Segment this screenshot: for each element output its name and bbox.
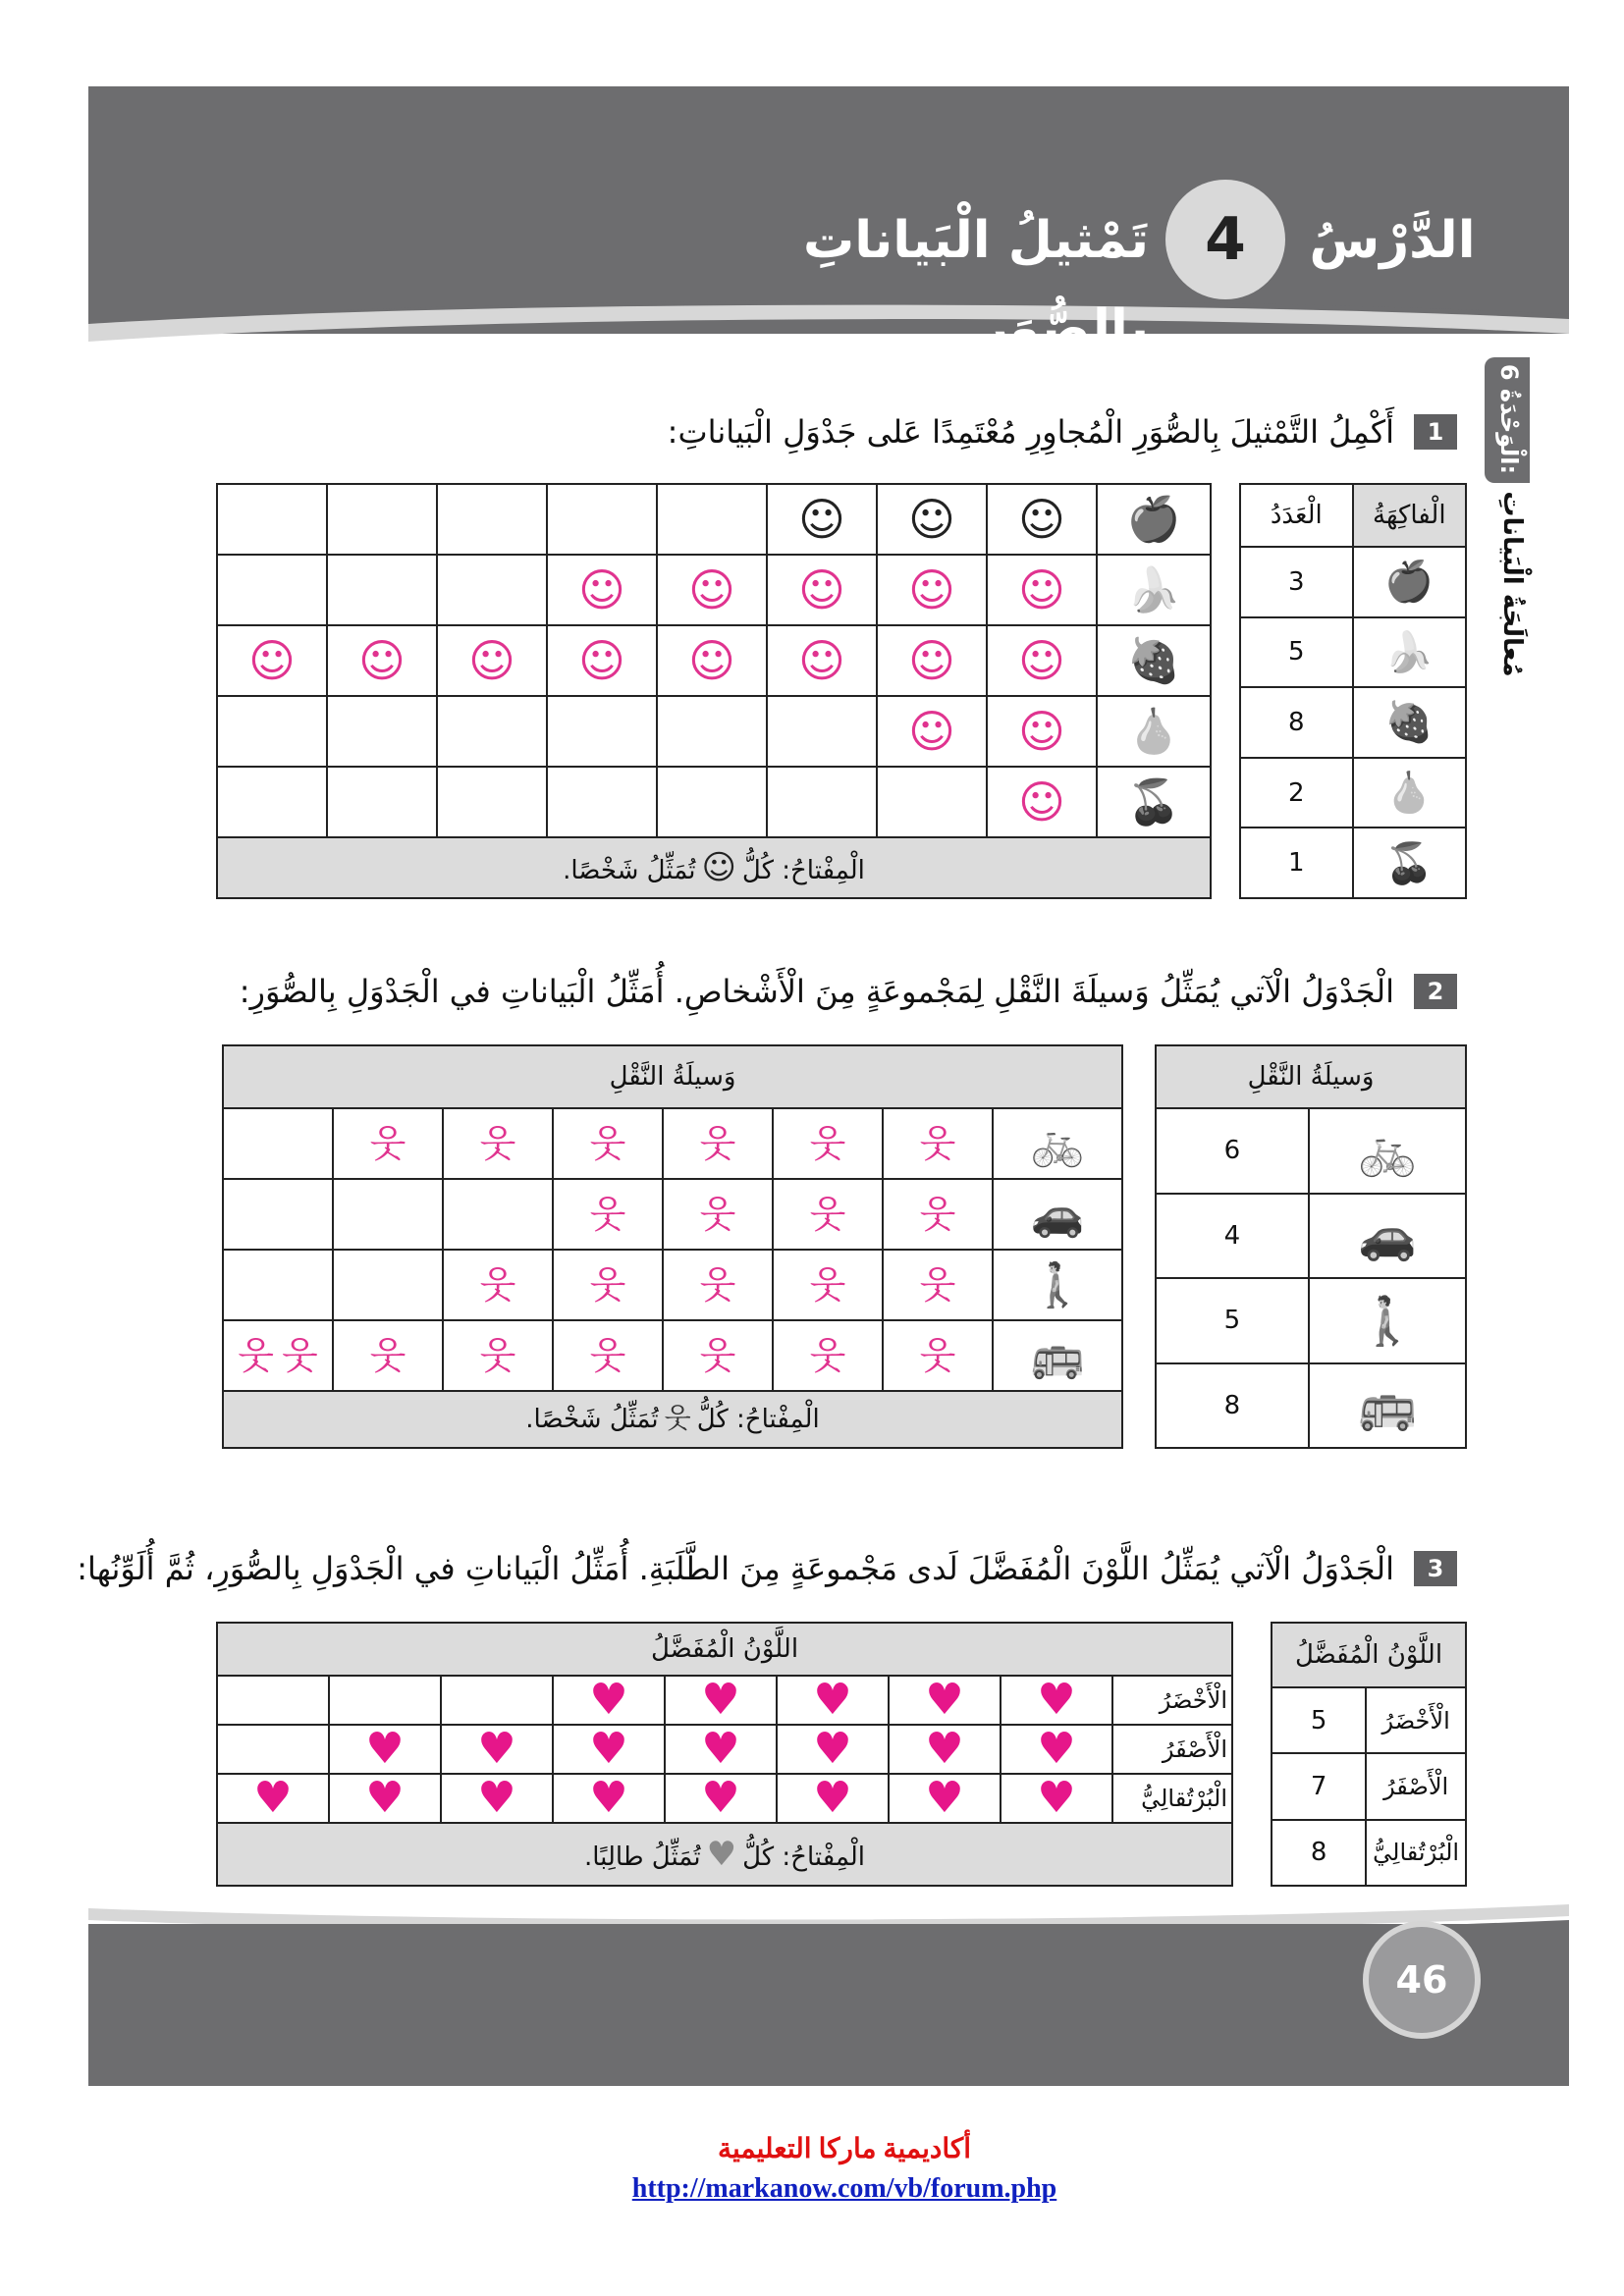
pictograph-row	[217, 484, 1211, 555]
person-icon: 웃	[809, 1122, 846, 1165]
pictograph-key	[223, 1391, 1122, 1448]
pictograph-cell	[889, 1676, 1001, 1725]
apple-icon: 🍎	[1126, 495, 1181, 545]
person-icon: 웃	[589, 1263, 626, 1307]
pictograph-header	[223, 1045, 1122, 1108]
pictograph-cell	[987, 767, 1097, 837]
pictograph-row-icon	[1097, 625, 1211, 696]
pictograph-cell	[223, 1179, 333, 1250]
color-name: الْأَصْفَرُ	[1162, 1735, 1227, 1763]
lesson-number-badge: 4	[1165, 180, 1285, 299]
color-name: الْبُرْتُقالِيُّ	[1373, 1839, 1460, 1867]
transport-data-table	[1155, 1044, 1467, 1449]
pictograph-cell	[443, 1250, 553, 1320]
pictograph-cell	[889, 1774, 1001, 1823]
pictograph-cell	[327, 625, 437, 696]
smiley-icon: ☺	[908, 493, 955, 546]
pictograph-header	[217, 1623, 1232, 1676]
pictograph-cell	[223, 1250, 333, 1320]
bus-icon: 🚌	[1030, 1331, 1085, 1381]
key-text-before: الْمِفْتاحُ: كُلُّ	[696, 1405, 820, 1434]
heart-icon: ♥	[925, 1675, 964, 1725]
pictograph-key-row	[217, 837, 1211, 898]
fruit-count: 1	[1288, 848, 1305, 879]
key-text-before: الْمِفْتاحُ: كُلُّ	[742, 1842, 866, 1872]
pictograph-cell	[777, 1774, 889, 1823]
heart-icon: ♥	[589, 1675, 628, 1725]
apple-icon: 🍎	[1384, 560, 1435, 606]
lesson-label: الدَّرْسُ	[1309, 211, 1476, 270]
color-name: الْأَخْضَرُ	[1159, 1686, 1227, 1714]
person-icon: 웃	[238, 1334, 274, 1377]
person-icon: 웃	[369, 1334, 406, 1377]
pictograph-row-icon	[993, 1179, 1122, 1250]
fruit-pictograph	[216, 483, 1212, 899]
smiley-icon: ☺	[908, 634, 955, 687]
person-icon: 웃	[479, 1122, 516, 1165]
smiley-icon: ☺	[1018, 705, 1065, 758]
table-row	[1156, 1363, 1466, 1449]
pictograph-cell	[883, 1179, 993, 1250]
pictograph-row-icon	[1097, 696, 1211, 767]
pictograph-key	[217, 1823, 1232, 1886]
pictograph-row	[217, 1725, 1232, 1774]
smiley-icon: ☺	[908, 563, 955, 616]
heart-icon: ♥	[477, 1773, 516, 1823]
pictograph-cell	[657, 484, 767, 555]
person-icon: 웃	[479, 1334, 516, 1377]
person-icon: 웃	[699, 1334, 736, 1377]
pear-icon: 🍐	[1384, 771, 1435, 817]
pictograph-cell	[217, 1774, 329, 1823]
person-icon: 웃	[369, 1122, 406, 1165]
pictograph-cell	[1001, 1725, 1112, 1774]
person-icon: 웃	[919, 1122, 956, 1165]
unit-tab-label: الْوَحْدَةُ 6:	[1495, 363, 1523, 475]
pictograph-row	[223, 1320, 1122, 1391]
banana-icon: 🍌	[1384, 629, 1435, 675]
pictograph-cell	[889, 1725, 1001, 1774]
pictograph-cell	[877, 767, 987, 837]
pictograph-row-icon	[993, 1320, 1122, 1391]
pictograph-cell	[553, 1179, 663, 1250]
pictograph-cell	[329, 1676, 441, 1725]
pictograph-cell	[987, 555, 1097, 625]
smiley-icon: ☺	[688, 563, 735, 616]
pictograph-cell	[327, 767, 437, 837]
pictograph-cell	[443, 1320, 553, 1391]
pictograph-cell	[553, 1676, 665, 1725]
pictograph-cell	[773, 1250, 883, 1320]
person-icon: 웃	[589, 1193, 626, 1236]
pictograph-row	[223, 1179, 1122, 1250]
transport-count: 8	[1223, 1390, 1241, 1420]
pictograph-cell	[883, 1108, 993, 1179]
pictograph-cell	[777, 1676, 889, 1725]
heart-icon: ♥	[701, 1675, 740, 1725]
forum-link[interactable]: http://markanow.com/vb/forum.php	[631, 2173, 1057, 2204]
table-row	[1156, 1108, 1466, 1194]
walking-icon: 🚶	[1030, 1260, 1085, 1310]
person-icon: 웃	[699, 1263, 736, 1307]
table-row	[1272, 1687, 1466, 1753]
color-count: 5	[1310, 1705, 1327, 1735]
heart-icon: ♥	[701, 1773, 740, 1823]
person-icon: 웃	[699, 1122, 736, 1165]
pictograph-cell	[553, 1320, 663, 1391]
fruit-count: 5	[1288, 637, 1305, 667]
heart-icon: ♥	[813, 1675, 852, 1725]
fruit-count: 2	[1288, 777, 1305, 808]
smiley-icon: ☺	[248, 634, 296, 687]
pictograph-row-label	[1112, 1725, 1232, 1774]
pictograph-cell	[877, 696, 987, 767]
table-row	[1156, 1278, 1466, 1363]
key-text-after: تُمَثِّلُ شَخْصًا.	[563, 855, 696, 885]
key-line	[218, 1834, 1231, 1874]
pictograph-row	[217, 1676, 1232, 1725]
pictograph-row-label	[1112, 1774, 1232, 1823]
person-icon: 웃	[589, 1122, 626, 1165]
person-icon: 웃	[919, 1193, 956, 1236]
heart-icon: ♥	[365, 1773, 405, 1823]
person-icon: 웃	[479, 1263, 516, 1307]
cherries-icon: 🍒	[1126, 777, 1181, 828]
pictograph-cell	[217, 555, 327, 625]
heart-icon: ♥	[813, 1773, 852, 1823]
pictograph-row	[217, 767, 1211, 837]
pictograph-cell	[441, 1774, 553, 1823]
pictograph-cell	[883, 1250, 993, 1320]
transport-pictograph	[222, 1044, 1123, 1449]
column-header-count: الْعَدَدُ	[1240, 484, 1353, 547]
person-icon: 웃	[699, 1193, 736, 1236]
pictograph-cell	[441, 1676, 553, 1725]
pictograph-cell	[657, 555, 767, 625]
person-icon: 웃	[809, 1193, 846, 1236]
pictograph-cell	[767, 696, 877, 767]
pictograph-key-row	[223, 1391, 1122, 1448]
smiley-icon: ☺	[1018, 775, 1065, 828]
table-row	[1240, 547, 1466, 617]
question-1-number: 1	[1414, 414, 1457, 450]
table-row	[1240, 617, 1466, 688]
transport-count: 6	[1223, 1136, 1241, 1166]
cherries-icon: 🍒	[1384, 840, 1435, 886]
pictograph-cell	[883, 1320, 993, 1391]
pictograph-cell	[877, 625, 987, 696]
page-title: تَمْثيلُ الْبَياناتِ بِالصُّوَرِ	[803, 211, 1149, 358]
pictograph-cell	[217, 696, 327, 767]
bicycle-icon: 🚲	[1358, 1123, 1417, 1179]
heart-icon: ♥	[589, 1724, 628, 1774]
pictograph-cell	[773, 1320, 883, 1391]
pictograph-row	[217, 1774, 1232, 1823]
heart-icon: ♥	[253, 1773, 293, 1823]
smiley-icon: ☺	[798, 493, 845, 546]
pictograph-cell	[1001, 1676, 1112, 1725]
pictograph-cell	[437, 696, 547, 767]
pictograph-cell	[553, 1108, 663, 1179]
pictograph-cell	[217, 484, 327, 555]
smiley-icon: ☺	[578, 563, 625, 616]
smiley-icon: ☺	[468, 634, 515, 687]
fruit-count: 3	[1288, 566, 1305, 597]
column-header-color: اللَّوْنُ الْمُفَضَّلُ	[1272, 1623, 1466, 1687]
person-icon: 웃	[589, 1334, 626, 1377]
pictograph-cell	[329, 1774, 441, 1823]
pictograph-cell	[777, 1725, 889, 1774]
heart-icon: ♥	[1037, 1773, 1076, 1823]
smiley-icon: ☺	[1018, 634, 1065, 687]
pictograph-cell	[665, 1774, 777, 1823]
pictograph-cell	[767, 484, 877, 555]
pictograph-cell	[217, 1725, 329, 1774]
heart-icon: ♥	[813, 1724, 852, 1774]
pictograph-row-icon	[993, 1250, 1122, 1320]
color-name: الْأَخْضَرُ	[1381, 1706, 1450, 1735]
pictograph-row	[217, 625, 1211, 696]
key-text-after: تُمَثِّلُ طالِبًا.	[583, 1842, 701, 1872]
bicycle-icon: 🚲	[1030, 1119, 1085, 1169]
smiley-icon: ☺	[1018, 563, 1065, 616]
pictograph-cell	[767, 625, 877, 696]
heart-icon: ♥	[701, 1724, 740, 1774]
pictograph-cell	[987, 696, 1097, 767]
person-icon: 웃	[809, 1263, 846, 1307]
pictograph-cell	[327, 696, 437, 767]
fruit-data-table	[1239, 483, 1467, 899]
pictograph-row-icon	[1097, 767, 1211, 837]
question-2-number: 2	[1414, 974, 1457, 1009]
question-2-instruction: الْجَدْوَلُ الْآتي يُمَثِّلُ وَسيلَةَ النَّقْلِ لِمَجْموعَةٍ مِنَ الْأَشْخاصِ. أُمَثِّلُ الْبَياناتِ في الْجَدْوَلِ بِالصُّوَرِ:	[239, 973, 1394, 1010]
column-header-fruit: الْفاكِهَةُ	[1353, 484, 1466, 547]
strawberry-icon: 🍓	[1384, 700, 1435, 746]
pictograph-cell	[1001, 1774, 1112, 1823]
pictograph-cell	[877, 555, 987, 625]
pictograph-cell	[443, 1108, 553, 1179]
pictograph-cell	[987, 625, 1097, 696]
smiley-icon: ☺	[358, 634, 406, 687]
key-line	[218, 847, 1210, 887]
pictograph-cell	[437, 484, 547, 555]
pictograph-cell	[547, 625, 657, 696]
smiley-icon: ☺	[798, 634, 845, 687]
heart-icon: ♥	[925, 1724, 964, 1774]
question-1-instruction: أَكْمِلُ التَّمْثيلَ بِالصُّوَرِ الْمُجاوِرِ مُعْتَمِدًا عَلى جَدْوَلِ الْبَياناتِ:	[667, 413, 1394, 451]
page-number: 46	[1363, 1921, 1481, 2039]
smiley-icon: ☺	[798, 563, 845, 616]
pictograph-cell	[333, 1108, 443, 1179]
pictograph-cell	[333, 1320, 443, 1391]
pictograph-cell	[553, 1774, 665, 1823]
pictograph-row	[217, 555, 1211, 625]
pictograph-cell	[767, 555, 877, 625]
pictograph-cell	[217, 767, 327, 837]
transport-count: 5	[1223, 1306, 1241, 1336]
table-row	[1272, 1820, 1466, 1886]
key-text-before: الْمِفْتاحُ: كُلُّ	[741, 855, 865, 885]
pictograph-row	[223, 1250, 1122, 1320]
pictograph-cell	[441, 1725, 553, 1774]
pictograph-cell	[223, 1320, 333, 1391]
person-icon: 웃	[664, 1402, 691, 1434]
bus-icon: 🚌	[1358, 1378, 1417, 1434]
pictograph-key-row	[217, 1823, 1232, 1886]
smiley-icon: ☺	[701, 847, 736, 887]
pictograph-cell	[437, 767, 547, 837]
pictograph-row	[223, 1108, 1122, 1179]
pictograph-cell	[877, 484, 987, 555]
question-3-number: 3	[1414, 1551, 1457, 1586]
pictograph-cell	[217, 625, 327, 696]
pictograph-cell	[333, 1179, 443, 1250]
pictograph-cell	[437, 555, 547, 625]
pictograph-cell	[767, 767, 877, 837]
pictograph-cell	[217, 1676, 329, 1725]
person-icon: 웃	[809, 1334, 846, 1377]
key-line	[224, 1402, 1121, 1434]
heart-icon: ♥	[1037, 1675, 1076, 1725]
pictograph-cell	[437, 625, 547, 696]
table-row	[1240, 828, 1466, 898]
car-icon: 🚗	[1358, 1208, 1417, 1264]
heart-icon: ♥	[925, 1773, 964, 1823]
smiley-icon: ☺	[1018, 493, 1065, 546]
banana-icon: 🍌	[1126, 565, 1181, 615]
pictograph-cell	[663, 1179, 773, 1250]
pictograph-cell	[773, 1108, 883, 1179]
pictograph-row-icon	[1097, 555, 1211, 625]
pictograph-cell	[547, 767, 657, 837]
heart-icon: ♥	[1037, 1724, 1076, 1774]
heart-icon: ♥	[477, 1724, 516, 1774]
pictograph-cell	[773, 1179, 883, 1250]
pictograph-cell	[987, 484, 1097, 555]
pictograph-cell	[547, 696, 657, 767]
smiley-icon: ☺	[908, 705, 955, 758]
color-count: 7	[1310, 1771, 1327, 1801]
pictograph-cell	[553, 1250, 663, 1320]
pictograph-header-label: اللَّوْنُ الْمُفَضَّلُ	[650, 1634, 799, 1664]
unit-title: مُعالَجَةُ الْبَياناتِ	[1497, 491, 1527, 677]
person-icon: 웃	[919, 1334, 956, 1377]
fruit-count: 8	[1288, 707, 1305, 737]
question-3-instruction: الْجَدْوَلُ الْآتي يُمَثِّلُ اللَّوْنَ الْمُفَضَّلَ لَدى مَجْموعَةٍ مِنَ الطَّلَبَةِ. أُمَثِّلُ الْبَياناتِ في الْجَدْوَلِ بِالصُّوَرِ، ثُمَّ أُلَوِّنُها:	[77, 1550, 1394, 1587]
pictograph-cell	[657, 625, 767, 696]
table-row	[1272, 1753, 1466, 1819]
pictograph-cell	[657, 767, 767, 837]
pictograph-header-row	[217, 1623, 1232, 1676]
pictograph-row-icon	[993, 1108, 1122, 1179]
pictograph-cell	[327, 484, 437, 555]
smiley-icon: ☺	[578, 634, 625, 687]
pictograph-cell	[665, 1725, 777, 1774]
pictograph-cell	[663, 1250, 773, 1320]
table-row	[1156, 1194, 1466, 1279]
pear-icon: 🍐	[1126, 707, 1181, 757]
key-text-after: تُمَثِّلُ شَخْصًا.	[525, 1405, 659, 1434]
pictograph-header-label: وَسيلَةُ النَّقْلِ	[609, 1062, 736, 1092]
person-icon: 웃	[282, 1334, 318, 1377]
color-name: الْبُرْتُقالِيُّ	[1141, 1785, 1227, 1812]
heart-icon: ♥	[706, 1834, 737, 1874]
pictograph-key	[217, 837, 1211, 898]
heart-icon: ♥	[365, 1724, 405, 1774]
pictograph-cell	[329, 1725, 441, 1774]
person-icon: 웃	[919, 1263, 956, 1307]
color-pictograph	[216, 1622, 1233, 1887]
pictograph-cell	[327, 555, 437, 625]
pictograph-row	[217, 696, 1211, 767]
header-wave	[88, 294, 1569, 353]
color-name: الْأَصْفَرُ	[1383, 1772, 1449, 1800]
pictograph-cell	[663, 1108, 773, 1179]
heart-icon: ♥	[589, 1773, 628, 1823]
pictograph-cell	[553, 1725, 665, 1774]
pictograph-cell	[443, 1179, 553, 1250]
pictograph-row-label	[1112, 1676, 1232, 1725]
pictograph-cell	[547, 555, 657, 625]
pictograph-cell	[333, 1250, 443, 1320]
credit-text: أكاديمية ماركا التعليمية	[717, 2134, 972, 2164]
pictograph-row-icon	[1097, 484, 1211, 555]
footer-band	[88, 1924, 1569, 2086]
pictograph-header-row	[223, 1045, 1122, 1108]
pictograph-cell	[663, 1320, 773, 1391]
pictograph-cell	[665, 1676, 777, 1725]
table-row	[1240, 758, 1466, 828]
pictograph-cell	[547, 484, 657, 555]
pictograph-cell	[657, 696, 767, 767]
smiley-icon: ☺	[688, 634, 735, 687]
strawberry-icon: 🍓	[1126, 636, 1181, 686]
table-row	[1240, 687, 1466, 758]
transport-count: 4	[1223, 1220, 1241, 1251]
car-icon: 🚗	[1030, 1190, 1085, 1240]
walking-icon: 🚶	[1358, 1293, 1417, 1349]
color-count: 8	[1310, 1838, 1327, 1868]
pictograph-cell	[223, 1108, 333, 1179]
color-data-table	[1271, 1622, 1467, 1887]
column-header-transport: وَسيلَةُ النَّقْلِ	[1156, 1045, 1466, 1108]
